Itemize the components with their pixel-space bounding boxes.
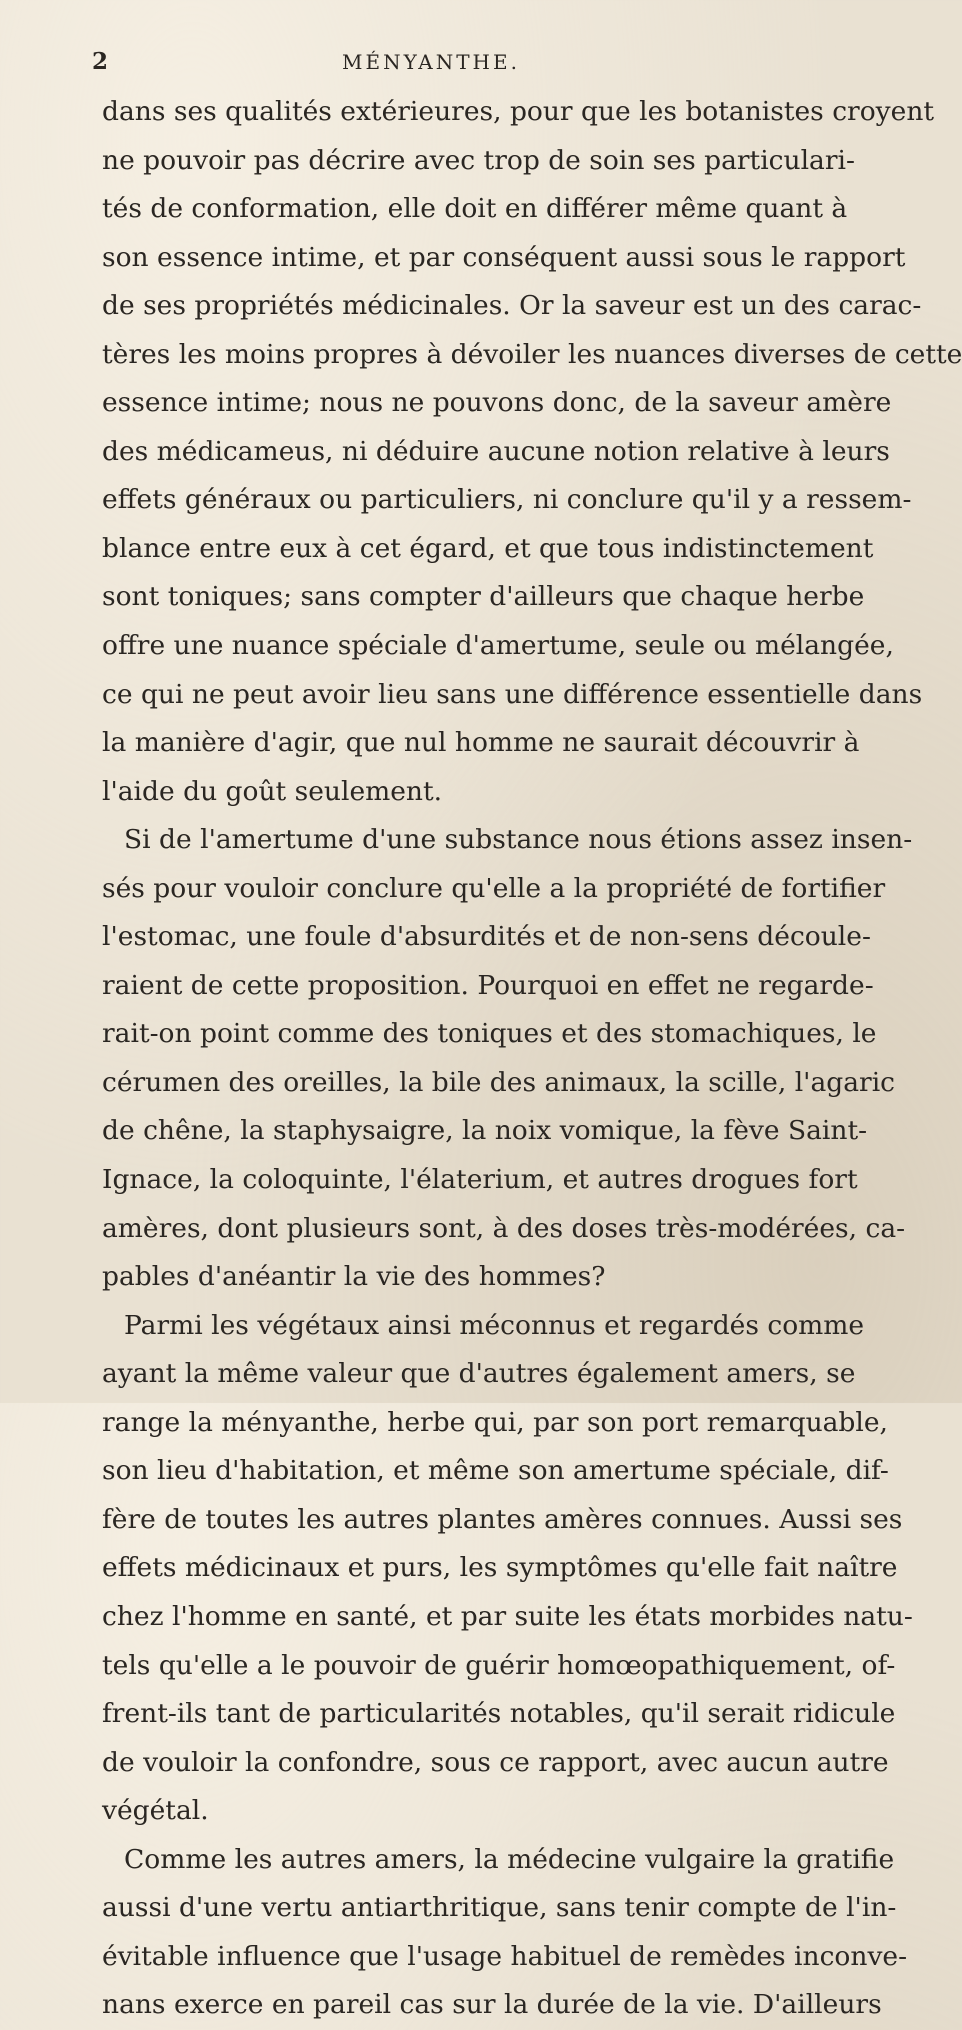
text-line: l'estomac, une foule d'absurdités et de non-sens découle- — [102, 921, 871, 953]
text-line: fère de toutes les autres plantes amères connues. Aussi ses — [102, 1503, 903, 1535]
text-line: tères les moins propres à dévoiler les nuances diverses de cette — [102, 338, 962, 370]
text-line: raient de cette proposition. Pourquoi en effet ne regarde- — [102, 969, 874, 1001]
text-line: tés de conformation, elle doit en différer même quant à — [102, 193, 848, 225]
text-line: de vouloir la confondre, sous ce rapport, avec aucun autre — [102, 1746, 889, 1778]
text-line: cérumen des oreilles, la bile des animaux, la scille, l'agaric — [102, 1066, 896, 1098]
text-line: effets généraux ou particuliers, ni conclure qu'il y a ressem- — [102, 484, 912, 516]
text-line: nans exerce en pareil cas sur la durée de la vie. D'ailleurs — [102, 1989, 882, 2021]
paragraph-end-line: pables d'anéantir la vie des hommes? — [102, 1261, 606, 1293]
text-line: amères, dont plusieurs sont, à des doses très-modérées, ca- — [102, 1212, 906, 1244]
running-head — [92, 48, 730, 78]
text-line: aussi d'une vertu antiarthritique, sans tenir compte de l'in- — [102, 1892, 897, 1924]
page-number: 2 — [92, 48, 110, 75]
text-line: ce qui ne peut avoir lieu sans une différence essentielle dans — [102, 678, 923, 710]
text-line: son lieu d'habitation, et même son amertume spéciale, dif- — [102, 1455, 889, 1487]
paragraph-start-line: Parmi les végétaux ainsi méconnus et regardés comme — [124, 1309, 865, 1341]
running-title: MÉNYANTHE. — [342, 50, 520, 74]
text-line: chez l'homme en santé, et par suite les états morbides natu- — [102, 1600, 913, 1632]
text-line: dans ses qualités extérieures, pour que les botanistes croyent — [102, 96, 935, 127]
text-line: tels qu'elle a le pouvoir de guérir homœopathiquement, of- — [102, 1649, 896, 1681]
text-line: ne pouvoir pas décrire avec trop de soin ses particulari- — [102, 144, 855, 176]
text-line: des médicameus, ni déduire aucune notion relative à leurs — [102, 435, 890, 467]
text-line: essence intime; nous ne pouvons donc, de la saveur amère — [102, 387, 892, 419]
text-line: de chêne, la staphysaigre, la noix vomique, la fève Saint- — [102, 1115, 868, 1147]
text-line: rait-on point comme des toniques et des stomachiques, le — [102, 1018, 877, 1050]
text-line: sont toniques; sans compter d'ailleurs que chaque herbe — [102, 581, 865, 613]
body-text — [102, 88, 962, 2030]
paragraph-end-line: l'aide du goût seulement. — [102, 775, 443, 807]
text-line: évitable influence que l'usage habituel de remèdes inconve- — [102, 1940, 908, 1972]
text-line: son essence intime, et par conséquent aussi sous le rapport — [102, 241, 906, 273]
text-line: blance entre eux à cet égard, et que tous indistinctement — [102, 532, 874, 564]
text-line: Ignace, la coloquinte, l'élaterium, et autres drogues fort — [102, 1164, 858, 1196]
paragraph-start-line: Si de l'amertume d'une substance nous étions assez insen- — [124, 824, 913, 856]
text-line: de ses propriétés médicinales. Or la saveur est un des carac- — [102, 290, 922, 322]
text-line: effets médicinaux et purs, les symptômes qu'elle fait naître — [102, 1552, 898, 1584]
paragraph-start-line: Comme les autres amers, la médecine vulgaire la gratifie — [124, 1843, 895, 1875]
text-line: range la ményanthe, herbe qui, par son port remarquable, — [102, 1406, 888, 1438]
text-line: sés pour vouloir conclure qu'elle a la propriété de fortifier — [102, 872, 886, 904]
text-line: frent-ils tant de particularités notables, qu'il serait ridicule — [102, 1698, 896, 1730]
text-line: la manière d'agir, que nul homme ne saurait découvrir à — [102, 727, 860, 759]
text-line: offre une nuance spéciale d'amertume, seule ou mélangée, — [102, 630, 894, 662]
text-line: ayant la même valeur que d'autres également amers, se — [102, 1358, 856, 1390]
paragraph-end-line: végétal. — [102, 1795, 209, 1827]
